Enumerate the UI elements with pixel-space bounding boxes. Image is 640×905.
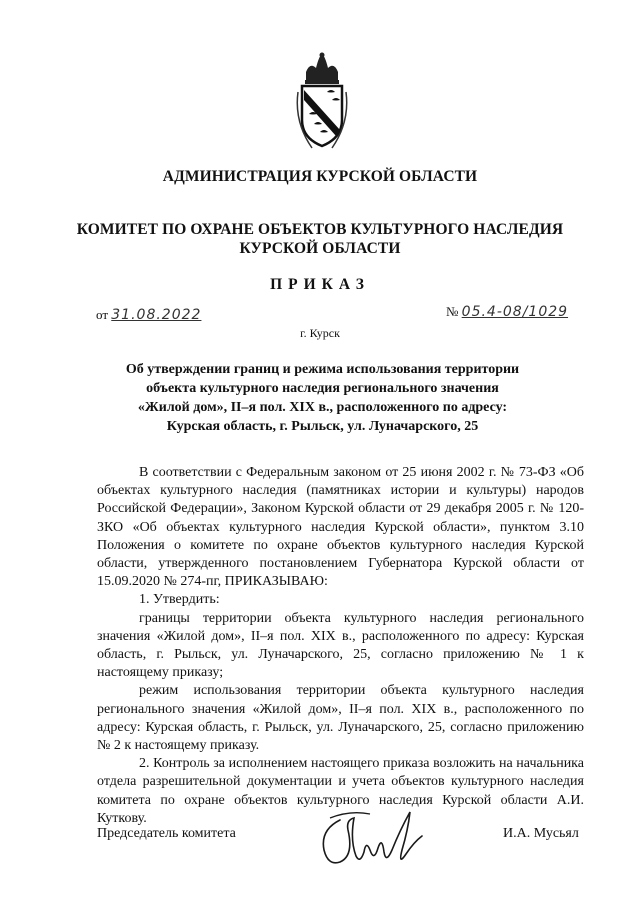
body-paragraph-regime: режим использования территории объекта культурного наследия регионального значения «Жилой дом», II–я пол. XIX в., расположенного по адресу: Курская область, г. Рыльск, ул. Луначарского, 25, согласно приложению № 2 к настоящему приказу.: [97, 683, 584, 754]
committee-title: [0, 220, 640, 258]
order-number: [446, 304, 568, 320]
subject-line1: Об утверждении границ и режима использования территории: [125, 362, 520, 377]
city: г. Курск: [300, 326, 340, 340]
administration-title: АДМИНИСТРАЦИЯ КУРСКОЙ ОБЛАСТИ: [162, 168, 478, 185]
body-paragraph-item1: 1. Утвердить:: [139, 592, 220, 608]
date-prefix: от: [96, 307, 109, 322]
order-subject: [100, 360, 545, 436]
handwritten-signature: [310, 800, 440, 880]
committee-title-line2: КУРСКОЙ ОБЛАСТИ: [239, 240, 401, 257]
signer-title: Председатель комитета: [97, 826, 236, 841]
body-paragraph-control: 2. Контроль за исполнением настоящего приказа возложить на начальника отдела разрешительной документации и учета объектов культурного наследия комитета по охране объектов культурного наследия Курской области А.И. Куткову.: [97, 756, 584, 826]
subject-line2: объекта культурного наследия регионального значения: [146, 381, 499, 396]
coat-of-arms-emblem: [292, 52, 352, 152]
subject-line4: Курская область, г. Рыльск, ул. Луначарского, 25: [166, 419, 479, 434]
signer-name: И.А. Мусьял: [503, 826, 579, 841]
committee-title-line1: КОМИТЕТ ПО ОХРАНЕ ОБЪЕКТОВ КУЛЬТУРНОГО НАСЛЕДИЯ: [76, 221, 564, 238]
number-prefix: №: [446, 304, 459, 319]
subject-line3: «Жилой дом», II–я пол. XIX в., расположенного по адресу:: [137, 400, 508, 415]
date-value: 31.08.2022: [111, 307, 202, 323]
order-body: [97, 464, 584, 828]
body-paragraph-boundaries: границы территории объекта культурного наследия регионального значения «Жилой дом», II–я пол. XIX в., расположенного по адресу: Курская область, г. Рыльск, ул. Луначарского, 25, согласно приложению № 1 к настоящему приказу;: [97, 610, 584, 681]
number-value: 05.4-08/1029: [461, 304, 569, 320]
order-date: [96, 307, 201, 323]
body-paragraph-preamble: В соответствии с Федеральным законом от 25 июня 2002 г. № 73-ФЗ «Об объектах культурного наследия (памятниках истории и культуры) народов Российской Федерации», Законом Курской области от 29 декабря 2005 г. № 120-ЗКО «Об объектах культурного наследия Курской области», пунктом 3.10 Положения о комитете по охране объектов культурного наследия Курской области, утвержденного постановлением Губернатора Курской области от 15.09.2020 № 274-пг, ПРИКАЗЫВАЮ:: [97, 465, 584, 590]
document-type: ПРИКАЗ: [270, 276, 370, 293]
